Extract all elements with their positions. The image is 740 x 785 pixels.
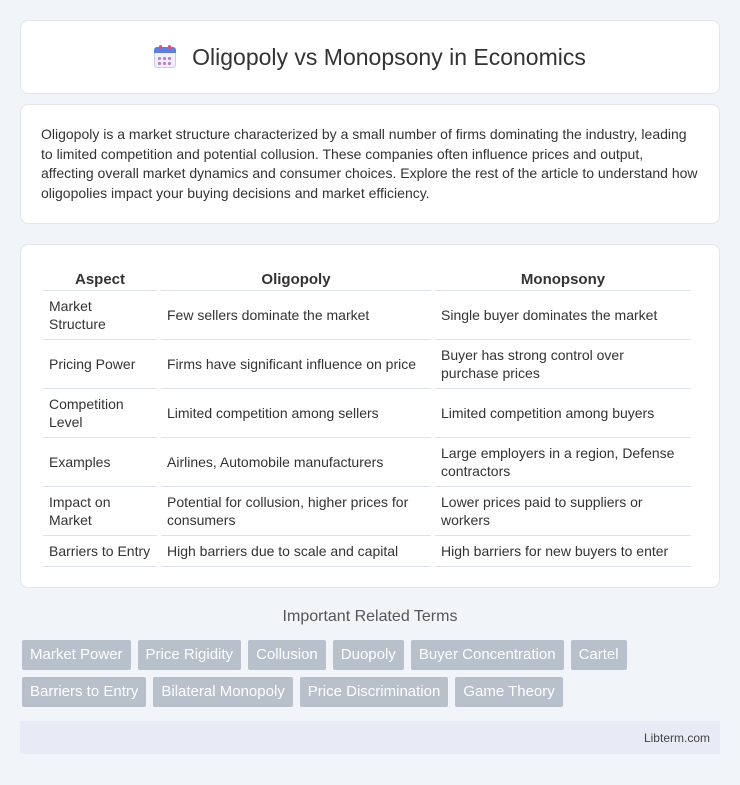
monopsony-cell: Limited competition among buyers (435, 389, 691, 438)
page-title: Oligopoly vs Monopsony in Economics (192, 43, 586, 70)
header-aspect: Aspect (43, 265, 157, 291)
header-oligopoly: Oligopoly (161, 265, 431, 291)
oligopoly-cell: Firms have significant influence on price (161, 340, 431, 389)
intro-paragraph: Oligopoly is a market structure characterized by a small number of firms dominating the industry, leading to limited competition and potential collusion. These companies often influence prices and output, affecting overall market dynamics and consumer choices. Explore the rest of the article to understand how oligopolies impact your buying decisions and market efficiency. (41, 126, 698, 201)
header-monopsony: Monopsony (435, 265, 691, 291)
oligopoly-cell: High barriers due to scale and capital (161, 536, 431, 567)
table-row (43, 340, 691, 389)
monopsony-cell: High barriers for new buyers to enter (435, 536, 691, 567)
comparison-card (20, 244, 720, 588)
aspect-cell: Impact on Market (43, 487, 157, 536)
oligopoly-cell: Limited competition among sellers (161, 389, 431, 438)
tag-cartel[interactable]: Cartel (571, 640, 627, 670)
related-terms-title: Important Related Terms (282, 608, 458, 625)
tag-game-theory[interactable]: Game Theory (455, 677, 562, 707)
tag-buyer-concentration[interactable]: Buyer Concentration (411, 640, 564, 670)
aspect-cell: Competition Level (43, 389, 157, 438)
monopsony-cell: Lower prices paid to suppliers or workers (435, 487, 691, 536)
table-row (43, 291, 691, 340)
table-row (43, 487, 691, 536)
calendar-icon (154, 45, 176, 69)
monopsony-cell: Large employers in a region, Defense contractors (435, 438, 691, 487)
aspect-cell: Pricing Power (43, 340, 157, 389)
oligopoly-cell: Airlines, Automobile manufacturers (161, 438, 431, 487)
table-row (43, 536, 691, 567)
aspect-cell: Examples (43, 438, 157, 487)
footer-site-link[interactable]: Libterm.com (643, 731, 710, 745)
table-row (43, 389, 691, 438)
table-header-row (43, 265, 691, 291)
oligopoly-cell: Few sellers dominate the market (161, 291, 431, 340)
tag-duopoly[interactable]: Duopoly (333, 640, 404, 670)
tag-price-discrimination[interactable]: Price Discrimination (300, 677, 449, 707)
related-terms-list (22, 640, 722, 707)
tag-collusion[interactable]: Collusion (248, 640, 326, 670)
tag-barriers-to-entry[interactable]: Barriers to Entry (22, 677, 146, 707)
monopsony-cell: Buyer has strong control over purchase prices (435, 340, 691, 389)
aspect-cell: Market Structure (43, 291, 157, 340)
table-row (43, 438, 691, 487)
tag-market-power[interactable]: Market Power (22, 640, 131, 670)
oligopoly-cell: Potential for collusion, higher prices for consumers (161, 487, 431, 536)
intro-card (20, 104, 720, 224)
tag-bilateral-monopoly[interactable]: Bilateral Monopoly (153, 677, 292, 707)
monopsony-cell: Single buyer dominates the market (435, 291, 691, 340)
footer (20, 721, 720, 754)
header-card (20, 20, 720, 94)
tag-price-rigidity[interactable]: Price Rigidity (138, 640, 242, 670)
comparison-table (39, 265, 695, 567)
aspect-cell: Barriers to Entry (43, 536, 157, 567)
